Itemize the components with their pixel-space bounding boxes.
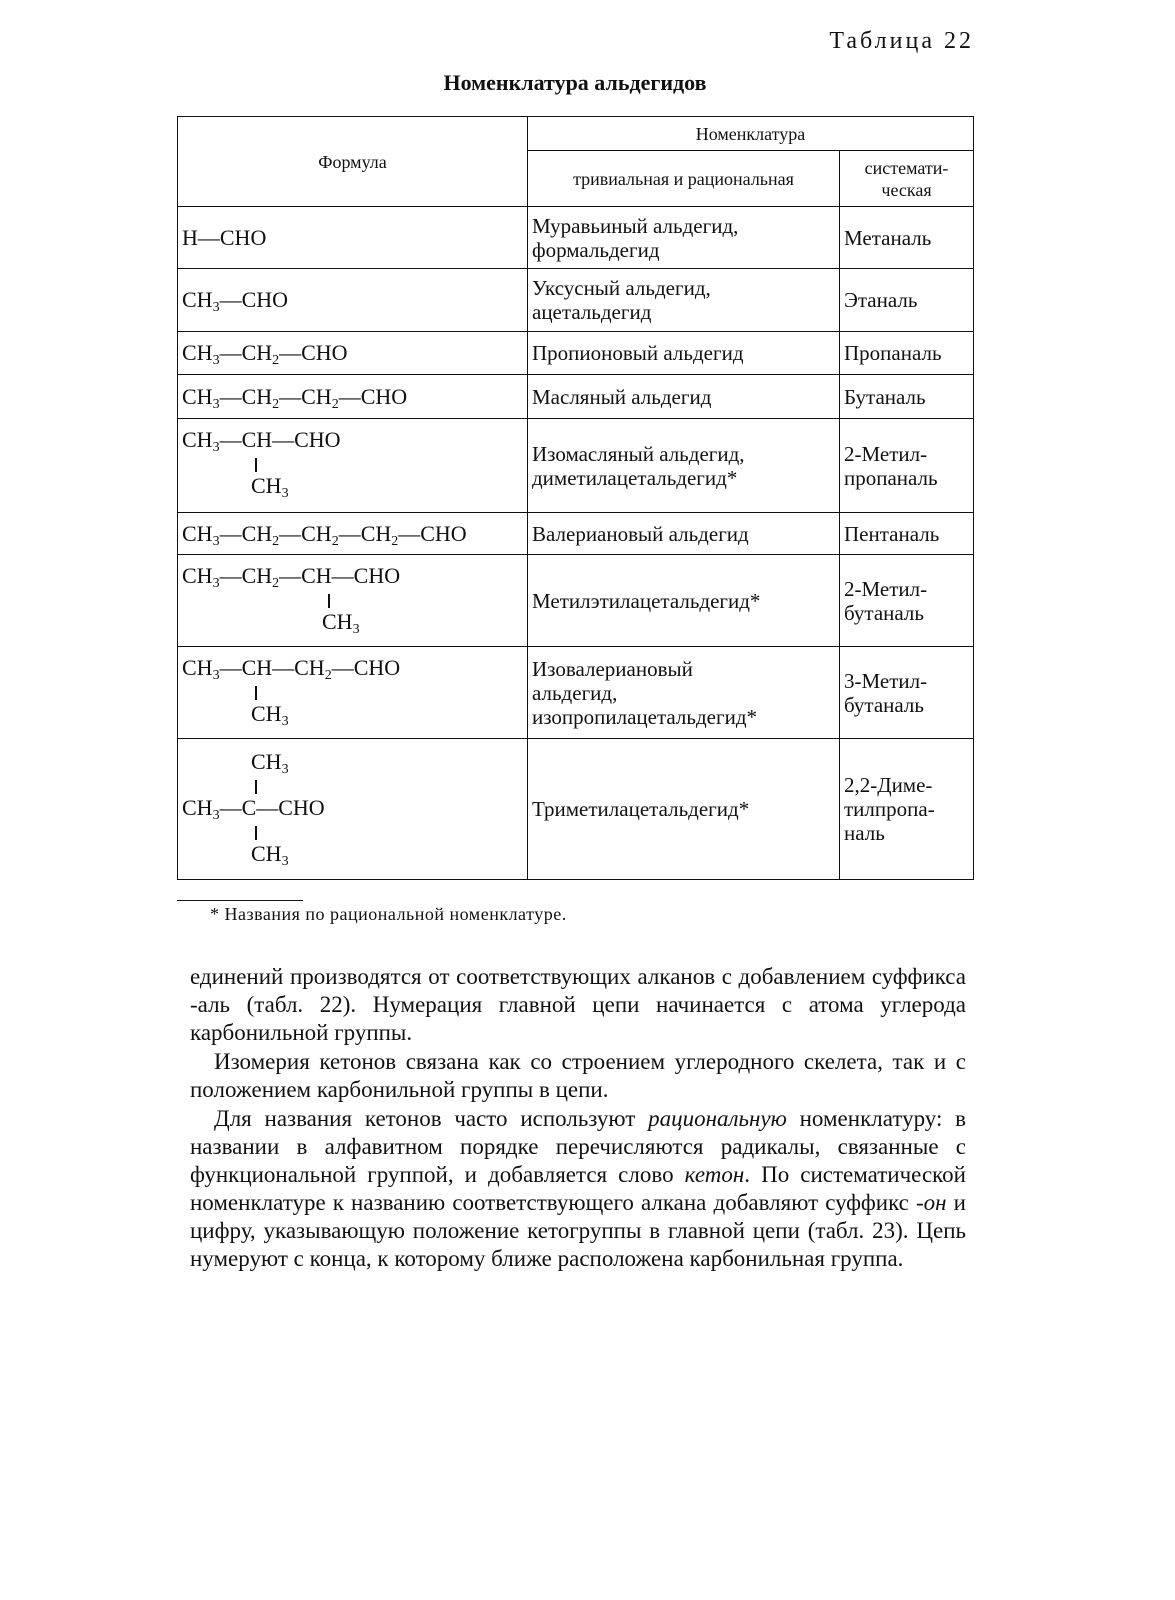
trivial-cell: Метилэтилацетальдегид* [528,555,840,647]
table-row [178,269,974,332]
formula-cell [178,555,528,647]
table-row [178,375,974,419]
header-nomenclature: Номенклатура [528,117,974,151]
systematic-cell [840,555,974,647]
trivial-cell [528,419,840,513]
body-text [190,963,966,1274]
formula-2-2-dimethylpropanal: $CH_3$ $CH_3—C—CHO$ $CH_3$ [182,749,325,869]
trivial-name-line: формальдегид [532,237,660,262]
aldehyde-nomenclature-table [177,116,974,880]
header-formula: Формула [178,117,528,207]
formula-cell [178,269,528,332]
table-number-label: Таблица 22 [829,28,974,54]
italic-term: он [923,1190,947,1215]
formula-butanal: $CH_3—CH_2—CH_2—CHO$ [182,383,408,412]
header-systematic-line-1: системати- [864,157,949,178]
systematic-cell [840,739,974,880]
formula-cell [178,739,528,880]
footnote: * Названия по рациональной номенклатуре. [210,904,567,924]
trivial-name-line: Уксусный альдегид, [532,276,711,300]
footnote-divider [177,900,303,901]
table-row [178,207,974,269]
header-systematic [840,151,974,207]
formula-pentanal: $CH_3—CH_2—CH_2—CH_2—CHO$ [182,520,467,549]
systematic-name-line: 2-Метил- [844,441,928,466]
text-run: и цифру, указывающую положение кетогруппы в главной цепи (табл. 23). Цепь нумеруют с конца, к которому ближе расположена карбонильная группа. [190,1190,966,1271]
trivial-cell: Пропионовый альдегид [528,332,840,375]
table-row [178,513,974,555]
systematic-name-line: 2-Метил- [844,576,928,601]
formula-cell [178,332,528,375]
formula-ethanal: $CH_3—CHO$ [182,287,289,315]
text-run: . По систематической номенклатуре к названию соответствующего алкана добавляют суффикс - [190,1162,966,1215]
systematic-cell [840,419,974,513]
table-row [178,332,974,375]
formula-propanal: $CH_3—CH_2—CHO$ [182,340,348,368]
trivial-cell: Валериановый альдегид [528,513,840,555]
formula-cell [178,207,528,269]
trivial-cell [528,647,840,739]
formula-cell [178,419,528,513]
formula-cell [178,513,528,555]
systematic-name-line: бутаналь [844,600,924,625]
paragraph-1: единений производятся от соответствующих алканов с добавлением суффикса -аль (табл. 22). Нумерация главной цепи начинается с атома углерода карбонильной группы. [190,964,966,1045]
table-row [178,647,974,739]
systematic-name-line: тилпропа- [844,797,935,821]
italic-term: кетон [684,1162,745,1187]
table-title: Номенклатура альдегидов [443,70,707,95]
trivial-name-line: ацетальдегид [532,300,652,324]
systematic-cell: Метаналь [840,207,974,269]
text-run: номенклатуру: в названии в алфавитном порядке перечисляются радикалы, связанные с функциональной группой, и добавляется слово [190,1106,966,1187]
systematic-cell: Бутаналь [840,375,974,419]
systematic-name-line: наль [844,821,885,845]
trivial-cell [528,269,840,332]
formula-3-methylbutanal: $CH_3—CH—CH_2—CHO$ $CH_3$ [182,655,401,729]
table-row [178,419,974,513]
text-run: Для названия кетонов часто используют [214,1106,649,1131]
table-row [178,739,974,880]
trivial-cell [528,207,840,269]
trivial-name-line: Изомасляный альдегид, [532,441,745,466]
systematic-cell [840,647,974,739]
systematic-name-line: 2,2-Диме- [844,773,933,797]
header-systematic-line-2: ческая [881,179,932,200]
paragraph-3 [190,1105,966,1273]
systematic-cell: Пентаналь [840,513,974,555]
formula-2-methylpropanal: $CH_3—CH—CHO$ $CH_3$ [182,427,341,501]
trivial-name-line: Изовалериановый [532,656,693,681]
trivial-cell: Триметилацетальдегид* [528,739,840,880]
table-row [178,555,974,647]
formula-2-methylbutanal: $CH_3—CH_2—CH—CHO$ $CH_3$ [182,563,401,637]
systematic-name-line: 3-Метил- [844,668,928,693]
systematic-cell: Пропаналь [840,332,974,375]
trivial-name-line: диметилацетальдегид* [532,465,738,490]
systematic-name-line: пропаналь [844,465,938,490]
trivial-name-line: изопропилацетальдегид* [532,704,758,729]
formula-cell [178,647,528,739]
trivial-name-line: альдегид, [532,680,618,705]
trivial-cell: Масляный альдегид [528,375,840,419]
formula-methanal: H—CHO [182,224,267,250]
trivial-name-line: Муравьиный альдегид, [532,213,739,238]
systematic-name-line: бутаналь [844,692,924,717]
italic-term: рациональную [648,1106,787,1131]
systematic-cell: Этаналь [840,269,974,332]
formula-cell [178,375,528,419]
paragraph-2: Изомерия кетонов связана как со строением углеродного скелета, так и с положением карбонильной группы в цепи. [190,1049,966,1102]
header-trivial: тривиальная и рациональная [528,151,840,207]
